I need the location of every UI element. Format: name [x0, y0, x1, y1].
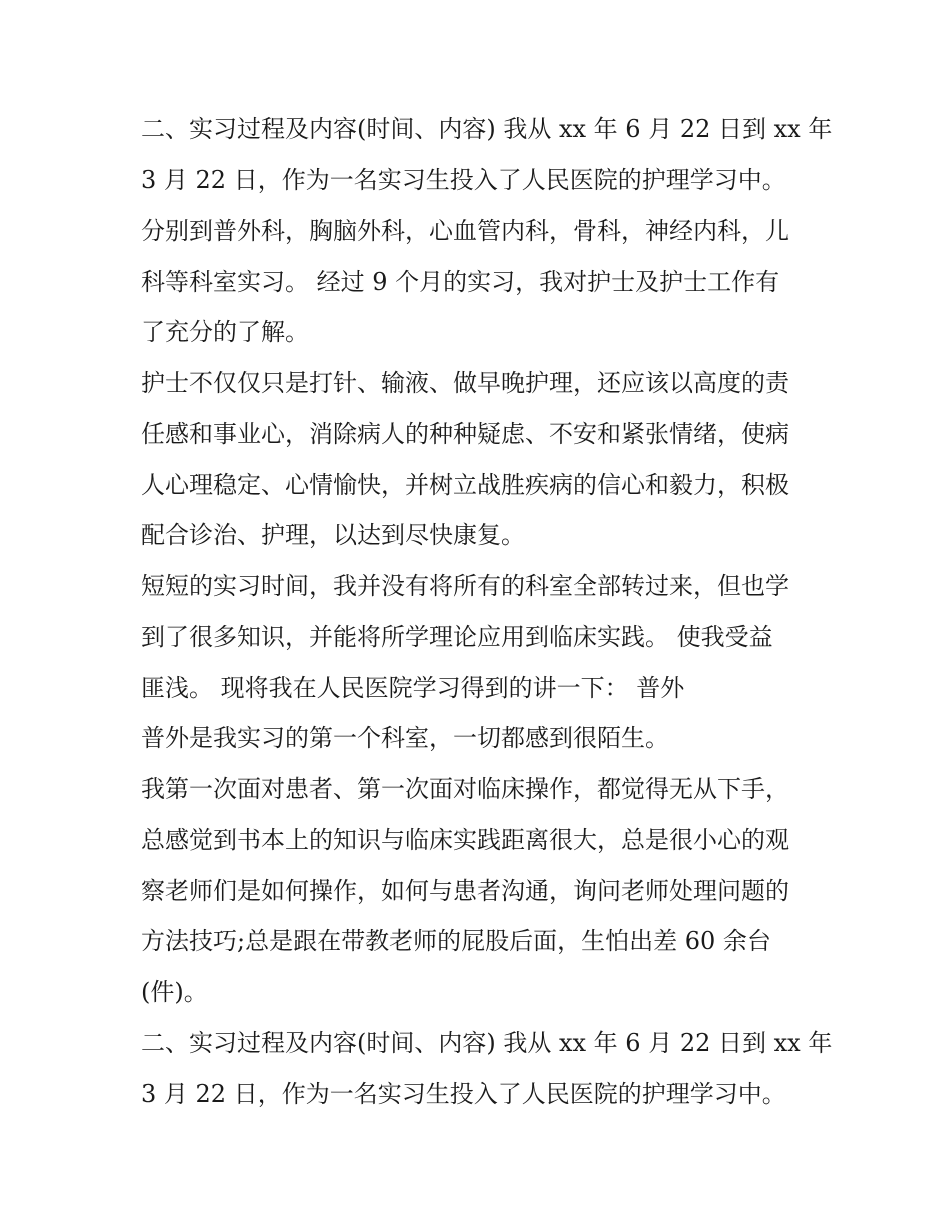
text-line: 到了很多知识，并能将所学理论应用到临床实践。 使我受益	[141, 623, 773, 651]
text-line: 科等科室实习。 经过 9 个月的实习，我对护士及护士工作有	[141, 268, 780, 296]
text-line: 普外是我实习的第一个科室，一切都感到很陌生。	[141, 724, 669, 752]
text-line: 配合诊治、护理，以达到尽快康复。	[141, 521, 525, 549]
text-line: 了充分的了解。	[141, 318, 309, 346]
text-line: 任感和事业心，消除病人的种种疑虑、不安和紧张情绪，使病	[141, 420, 789, 448]
text-line: 匪浅。 现将我在人民医院学习得到的讲一下： 普外	[141, 674, 685, 702]
text-line: 二、实习过程及内容(时间、内容) 我从 xx 年 6 月 22 日到 xx 年	[141, 1029, 833, 1057]
text-line: 总感觉到书本上的知识与临床实践距离很大，总是很小心的观	[141, 826, 789, 854]
text-line: 人心理稳定、心情愉快，并树立战胜疾病的信心和毅力，积极	[141, 471, 789, 499]
text-line: 察老师们是如何操作，如何与患者沟通，询问老师处理问题的	[141, 877, 789, 905]
text-line: 护士不仅仅只是打针、输液、做早晚护理，还应该以高度的责	[141, 369, 789, 397]
text-line: 方法技巧;总是跟在带教老师的屁股后面，生怕出差 60 余台	[141, 927, 771, 955]
text-line: 二、实习过程及内容(时间、内容) 我从 xx 年 6 月 22 日到 xx 年	[141, 115, 833, 143]
text-line: (件)。	[141, 978, 208, 1006]
text-line: 分别到普外科，胸脑外科，心血管内科，骨科，神经内科，儿	[141, 217, 789, 245]
text-line: 3 月 22 日，作为一名实习生投入了人民医院的护理学习中。	[141, 1080, 786, 1108]
text-line: 我第一次面对患者、第一次面对临床操作，都觉得无从下手，	[141, 775, 789, 803]
text-line: 3 月 22 日，作为一名实习生投入了人民医院的护理学习中。	[141, 166, 786, 194]
text-line: 短短的实习时间，我并没有将所有的科室全部转过来，但也学	[141, 572, 789, 600]
